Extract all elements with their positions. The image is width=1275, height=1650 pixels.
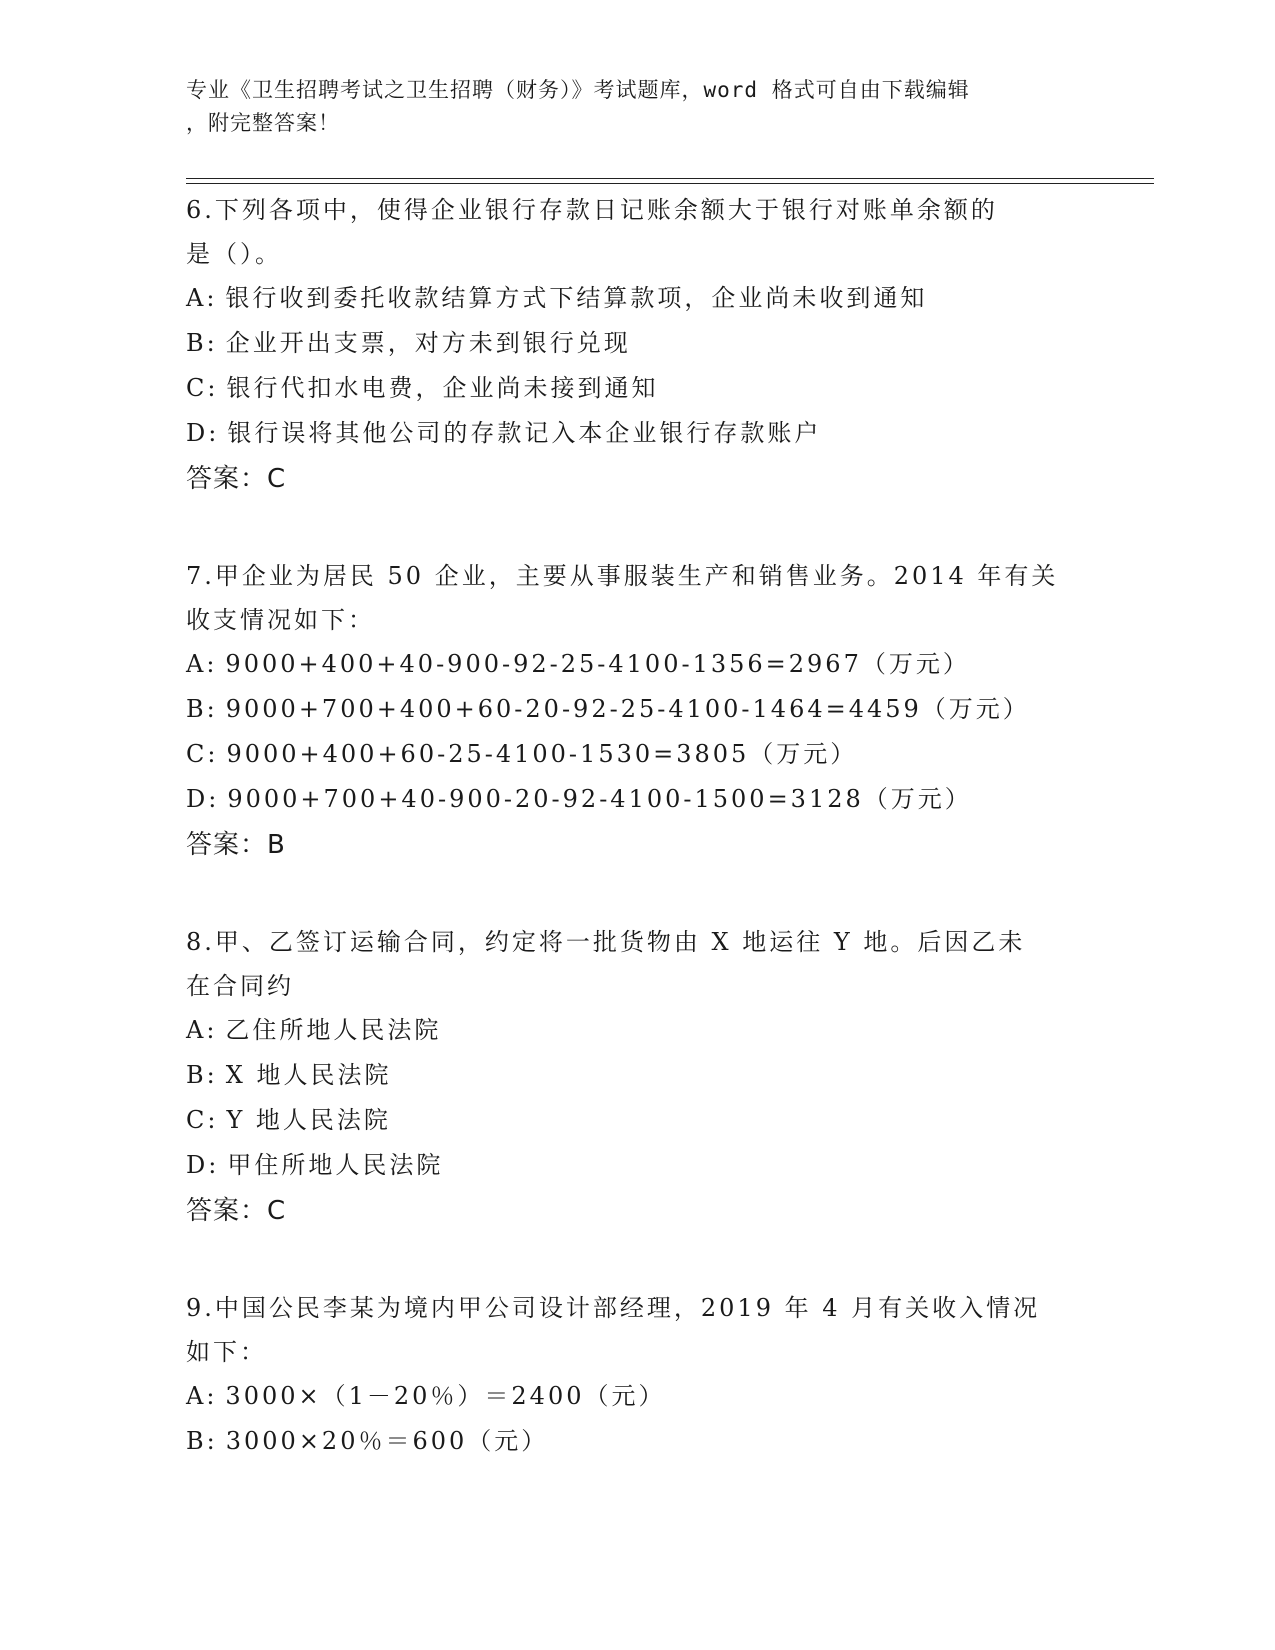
option-letter: B: <box>186 1427 218 1455</box>
question-stem-line-1: 8.甲、乙签订运输合同，约定将一批货物由 X 地运往 Y 地。后因乙未 <box>186 928 1026 956</box>
header-divider-bottom <box>186 183 1154 184</box>
option-d <box>186 1143 1086 1188</box>
option-text: X 地人民法院 <box>225 1061 392 1089</box>
option-text: 3000×（1－20％）＝2400（元） <box>225 1382 666 1410</box>
option-a <box>186 642 1086 687</box>
option-c <box>186 366 1086 411</box>
header-line-1: 专业《卫生招聘考试之卫生招聘（财务）》考试题库，word 格式可自由下载编辑 <box>186 78 970 102</box>
option-letter: B: <box>186 329 218 357</box>
option-letter: A: <box>186 650 218 678</box>
question-stem-line-1: 9.中国公民李某为境内甲公司设计部经理，2019 年 4 月有关收入情况 <box>186 1294 1041 1322</box>
option-letter: B: <box>186 695 218 723</box>
header-line-2: ，附完整答案！ <box>186 111 340 135</box>
question-7 <box>186 554 1086 868</box>
option-text: 乙住所地人民法院 <box>225 1016 442 1044</box>
option-text: 9000+700+40-900-20-92-4100-1500=3128（万元） <box>227 785 972 813</box>
question-stem-line-1: 6.下列各项中，使得企业银行存款日记账余额大于银行对账单余额的 <box>186 196 998 224</box>
option-text: 9000+400+60-25-4100-1530=3805（万元） <box>226 740 858 768</box>
option-c <box>186 1098 1086 1143</box>
option-a <box>186 276 1086 321</box>
option-letter: C: <box>186 740 219 768</box>
option-a <box>186 1374 1086 1419</box>
answer-label: 答案：C <box>186 464 287 494</box>
option-letter: D: <box>186 1151 220 1179</box>
page-header <box>186 74 1086 140</box>
option-b <box>186 1053 1086 1098</box>
option-text: 3000×20％＝600（元） <box>225 1427 549 1455</box>
question-9 <box>186 1286 1086 1464</box>
question-6 <box>186 188 1086 502</box>
question-stem-line-1: 7.甲企业为居民 50 企业，主要从事服装生产和销售业务。2014 年有关 <box>186 562 1059 590</box>
option-letter: D: <box>186 785 220 813</box>
option-b <box>186 321 1086 366</box>
option-b <box>186 687 1086 732</box>
answer-label: 答案：B <box>186 830 286 860</box>
option-d <box>186 777 1086 822</box>
option-letter: A: <box>186 1382 218 1410</box>
question-8 <box>186 920 1086 1234</box>
header-divider-top <box>186 178 1154 179</box>
option-letter: A: <box>186 284 218 312</box>
option-text: 企业开出支票，对方未到银行兑现 <box>225 329 631 357</box>
option-letter: C: <box>186 1106 219 1134</box>
option-text: 银行代扣水电费，企业尚未接到通知 <box>226 374 659 402</box>
option-b <box>186 1419 1086 1464</box>
option-text: 甲住所地人民法院 <box>227 1151 444 1179</box>
option-text: 9000+700+400+60-20-92-25-4100-1464=4459（万元） <box>225 695 1030 723</box>
option-letter: A: <box>186 1016 218 1044</box>
option-text: 9000+400+40-900-92-25-4100-1356=2967（万元） <box>225 650 970 678</box>
question-stem-line-2: 如下： <box>186 1338 267 1366</box>
question-stem-line-2: 是（）。 <box>186 240 282 268</box>
option-text: 银行误将其他公司的存款记入本企业银行存款账户 <box>227 419 822 447</box>
option-letter: D: <box>186 419 220 447</box>
question-stem-line-2: 在合同约 <box>186 972 294 1000</box>
option-a <box>186 1008 1086 1053</box>
question-stem-line-2: 收支情况如下： <box>186 606 375 634</box>
option-text: Y 地人民法院 <box>226 1106 391 1134</box>
option-d <box>186 411 1086 456</box>
option-c <box>186 732 1086 777</box>
option-letter: C: <box>186 374 219 402</box>
option-text: 银行收到委托收款结算方式下结算款项，企业尚未收到通知 <box>225 284 928 312</box>
answer-label: 答案：C <box>186 1196 287 1226</box>
option-letter: B: <box>186 1061 218 1089</box>
